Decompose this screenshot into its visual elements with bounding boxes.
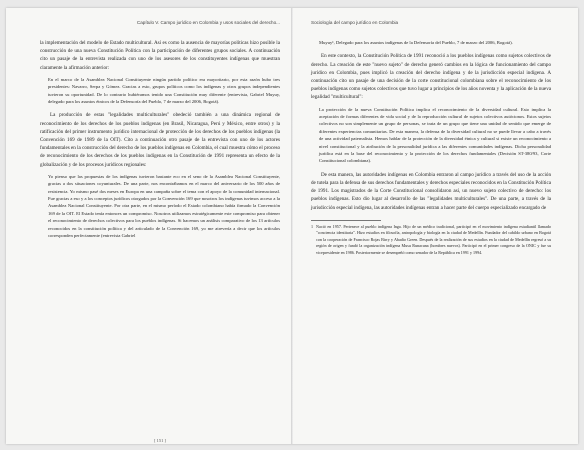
footnote — [311, 224, 551, 256]
book-gutter — [291, 8, 293, 444]
left-page — [40, 20, 280, 443]
left-quote-2: Yo pienso que las propuestas de los indígenas tuvieron bastante eco en el seno de la Asamblea Nacional Constituyente, gracias a dos situaciones coyunturales. De una parte, nos encontrábamos en el marco del aniversario de los 500 años de resistencia. Yo mismo pasé dos meses en Europa en una campaña sobre el tema con el apoyo de la comunidad internacional. Fue gracias a eso y a los conceptos jurídicos otorgados por la Convención 169 que nosotros los indígenas tuvimos acceso a la Asamblea Nacional Constituyente. Por otra parte, en el mismo período el Estado colombiano había firmado la Convención 169 de la OIT. El Estado tenía entonces un compromiso. Nosotros utilizamos estratégicamente este compromiso para obtener el reconocimiento de derechos colectivos para los pueblos indígenas. Si hacemos un análisis comparativo de los 13 artículos reconocidos en la constitución política y del articulado de la Convención 169, yo me atrevería a decir que los artículos corresponden perfectamente (entrevista Gabriel — [48, 173, 280, 239]
right-running-head: Sociología del campo jurídico en Colombia — [311, 20, 399, 25]
left-quote-1: En el marco de la Asamblea Nacional Constituyente ningún partido político era mayoritario, por esta razón hubo tres presidentes: Navarro, Serpa y Gómez. Gracias a esto, grupos políticos como los indígenas y otros grupos independientes tuvieron su oportunidad. De lo contrario hubiéramos tenido una Constitución muy diferente (entrevista, Gabriel Muyuy, delegado para los asuntos étnicos de la Defensoría del Pueblo, 7 de marzo del 2006, Bogotá). — [48, 76, 280, 105]
left-running-head: Capítulo V. Campo jurídico en Colombia y usos sociales del derecho... — [136, 20, 280, 25]
right-paragraph-2: De esta manera, las autoridades indígenas en Colombia entraron al campo jurídico a través del uso de la acción de tutela para la defensa de sus derechos fundamentales y derechos especiales reconocidos en la Constitución Política de 1991. Los magistrados de la Corte Constitucional consolidaron así, un nuevo sujeto colectivo de derecho: los pueblos indígenas. Esto dio lugar al desarrollo de las "legalidades multiculturales". De una parte, a través de la jurisdicción especial indígena, las autoridades indígenas entran a hacer parte del cuerpo especializado encargado de — [311, 171, 551, 211]
left-paragraph-1: la implementación del modelo de Estado multicultural. Así es como la ausencia de mayorías políticas hizo posible la construcción de una nueva Constitución Política con la participación de diferentes grupos sociales. A continuación cito un pasaje de la entrevista realizada con uno de los asesores de los constituyentes indígenas que muestran claramente la afirmación anterior: — [40, 40, 280, 71]
book-spread — [6, 8, 578, 444]
right-quote-1: La protección de la nueva Constitución Política implica el reconocimiento de la diversidad cultural. Esto implica la aceptación de formas diferentes de vida social y de la reproducción cultural de sujetos colectivos autóctonos. Estos sujetos colectivos no son simplemente un grupo de personas, se trata de un grupo que tiene una unidad de sentido que emerge de diferentes experiencias comunitarias. De esta manera, la defensa de la diversidad cultural no se puede llevar a cabo a través de una actividad paternalista. Hemos hablar de la protección de la diversidad étnica y cultural si existe un reconocimiento a nivel constitucional y la atribución de la personalidad jurídica a las diferentes comunidades indígenas. Dicha personalidad jurídica está en la base del reconocimiento y la protección de los derechos fundamentales (Decisión ST-380/93, Corte Constitucional colombiana). — [319, 106, 551, 164]
left-paragraph-2: La producción de estas "legalidades multiculturales" obedeció también a una dinámica regional de reconocimiento de los derechos de los pueblos indígenas (en Brasil, Nicaragua, Perú y México, entre otros) y la ratificación del primer instrumento jurídico internacional de protección de los derechos de los pueblos indígenas (la Convención 169 de 1989 de la OIT). Cito a continuación otro pasaje de la entrevista con uno de los actores fundamentales en la construcción del derecho de los pueblos indígenas en Colombia, el cual muestra cómo el proceso de reconocimiento de los derechos de los pueblos indígenas en la Constitución de 1991 representa un efecto de la globalización y de los procesos jurídicos regionales: — [40, 112, 280, 168]
left-page-number: [ 151 ] — [154, 438, 166, 443]
right-paragraph-1: En este contexto, la Constitución Política de 1991 reconoció a los pueblos indígenas como sujetos colectivos de derecho. La creación de este "nuevo sujeto" de derecho generó cambios en la lógica de funcionamiento del campo jurídico en Colombia, pues implicó la creación del derecho indígena y de la jurisdicción especial indígena. A continuación cito un pasaje de una decisión de la corte constitucional colombiana sobre el reconocimiento de los pueblos indígenas como sujetos colectivos que tuvo lugar a principios de los años noventa y la aplicación de la nueva legalidad "multicultural": — [311, 53, 551, 101]
footnote-text: Nació en 1957. Pertenece al pueblo indígena Inga. Hijo de un médico tradicional, participó en el movimiento indígena estudiantil llamado "conciencia identitaria". Hizo estudios en filosofía, antropología y biología en la ciudad de Medellín. Fundador del cabildo urbano en Bogotá con la cooperación de Francisco Rojas Birry y Abadio Green. Después de la realización de sus estudios en la ciudad de Medellín regresó a su región de origen y fundó la organización indígena Musu Runacuna (hombres nuevos). Participó en el primer congreso de la ONIC y fue su vicepresidente en 1986. Posteriormente se desempeñó como senador de la República en 1991 y 1994. — [316, 223, 551, 255]
right-page — [311, 20, 551, 256]
right-quote-continuation: Muyuy¹, Delegado para los asuntos indígenas de la Defensoría del Pueblo, 7 de marzo del 2006, Bogotá). — [319, 40, 513, 45]
footnote-number: 1 — [311, 223, 314, 229]
footnote-rule — [311, 220, 381, 221]
